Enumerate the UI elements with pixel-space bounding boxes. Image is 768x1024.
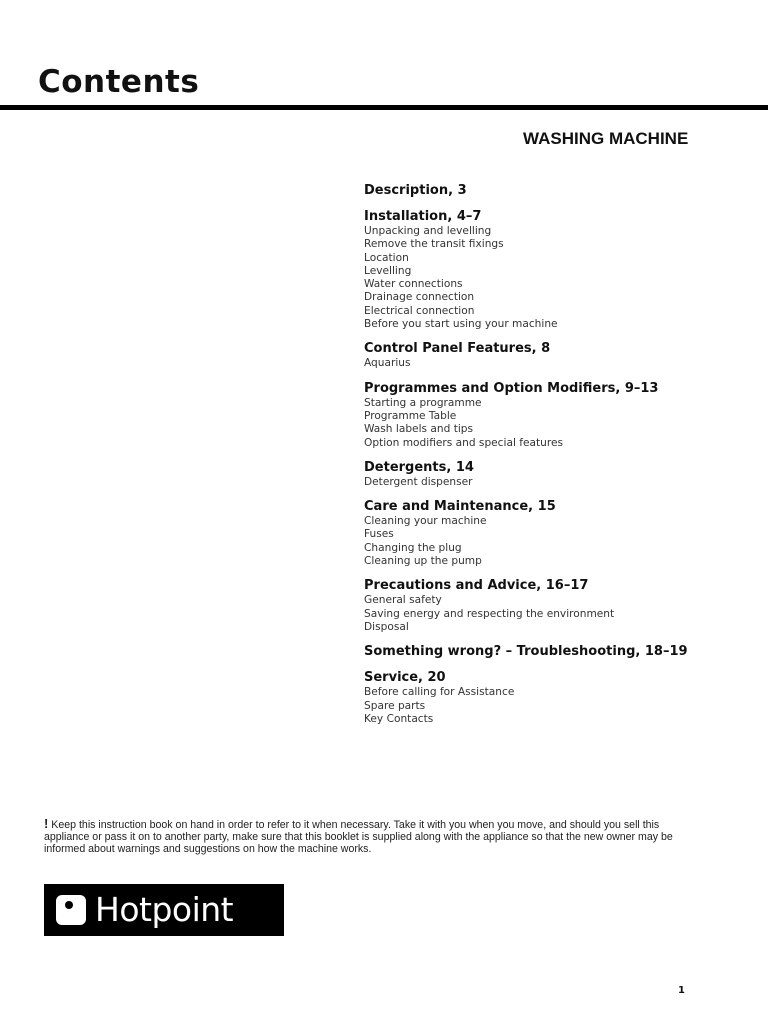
- toc-heading-title: Service,: [364, 670, 423, 686]
- toc-item: Levelling: [364, 264, 412, 277]
- toc-item: Before you start using your machine: [364, 318, 558, 331]
- toc-section: [364, 643, 754, 660]
- toc-heading: [364, 498, 754, 515]
- toc-item: General safety: [364, 594, 442, 607]
- toc-heading-title: Something wrong? – Troubleshooting,: [364, 644, 641, 660]
- toc-heading: [364, 340, 754, 357]
- toc-item: Drainage connection: [364, 291, 475, 304]
- toc-section: [364, 669, 754, 726]
- toc-section: [364, 459, 754, 489]
- toc-item: Unpacking and levelling: [364, 225, 492, 237]
- toc-heading-title: Installation,: [364, 209, 453, 224]
- toc-item: Electrical connection: [364, 304, 475, 317]
- title-divider: [0, 105, 768, 110]
- toc-section: [364, 208, 754, 331]
- toc-item: Option modifiers and special features: [364, 436, 564, 449]
- toc-item: Cleaning your machine: [364, 515, 487, 528]
- toc-item: Water connections: [364, 278, 463, 291]
- toc-heading-pages: 20: [427, 670, 446, 686]
- hotpoint-logo: [44, 884, 284, 936]
- toc-heading-title: Programmes and Option Modifiers,: [364, 380, 621, 396]
- toc-item: Disposal: [364, 620, 409, 633]
- notice-paragraph: [44, 818, 684, 856]
- toc-item: Key Contacts: [364, 712, 434, 725]
- toc-section: [364, 182, 754, 199]
- toc-heading: [364, 577, 754, 594]
- toc-heading: [364, 380, 754, 397]
- toc-section: [364, 577, 754, 634]
- toc-heading: [364, 643, 754, 660]
- toc-item: Wash labels and tips: [364, 423, 474, 436]
- toc-item: Saving energy and respecting the environment: [364, 607, 615, 620]
- toc-item: Changing the plug: [364, 541, 462, 554]
- toc-item: Detergent dispenser: [364, 475, 473, 488]
- toc-heading: [364, 669, 754, 686]
- toc-heading-title: Description,: [364, 183, 454, 198]
- toc-heading-title: Precautions and Advice,: [364, 578, 542, 594]
- toc-item: Before calling for Assistance: [364, 686, 515, 699]
- table-of-contents: [364, 182, 754, 726]
- toc-section: [364, 340, 754, 370]
- notice-text: Keep this instruction book on hand in order to refer to it when necessary. Take it with you when you move, and should you sell this appliance or pass it on to another party, make sure that this booklet is supplied along with the appliance so that the new owner may be informed about warnings and suggestions on how the machine works.: [44, 819, 673, 856]
- toc-heading-pages: 16–17: [545, 578, 589, 594]
- toc-item: Spare parts: [364, 699, 426, 712]
- toc-item: Location: [364, 251, 409, 264]
- toc-heading: [364, 459, 754, 476]
- logo-text: Hotpoint: [95, 890, 234, 929]
- toc-item: Aquarius: [364, 357, 411, 370]
- toc-heading-pages: 3: [457, 183, 467, 198]
- product-subtitle: WASHING MACHINE: [523, 129, 689, 148]
- page-number: 1: [678, 985, 685, 996]
- toc-item: Remove the transit fixings: [364, 238, 504, 251]
- toc-heading-title: Control Panel Features,: [364, 341, 537, 357]
- toc-heading-pages: 14: [455, 459, 474, 475]
- toc-item: Fuses: [364, 528, 394, 541]
- toc-heading-pages: 4–7: [456, 209, 482, 224]
- toc-heading: [364, 182, 754, 199]
- toc-section: [364, 498, 754, 568]
- toc-section: [364, 380, 754, 450]
- toc-heading-pages: 15: [537, 499, 556, 515]
- toc-heading-title: Detergents,: [364, 459, 452, 475]
- toc-item: Starting a programme: [364, 396, 482, 409]
- toc-item: Cleaning up the pump: [364, 555, 482, 568]
- page-title: Contents: [38, 64, 200, 100]
- toc-heading: [364, 208, 754, 225]
- toc-item: Programme Table: [364, 409, 457, 422]
- hotpoint-mark-icon: [56, 895, 86, 925]
- toc-heading-pages: 8: [541, 341, 551, 357]
- toc-heading-title: Care and Maintenance,: [364, 499, 534, 515]
- warning-icon: !: [44, 816, 49, 831]
- toc-heading-pages: 18–19: [644, 644, 688, 660]
- toc-heading-pages: 9–13: [624, 380, 659, 396]
